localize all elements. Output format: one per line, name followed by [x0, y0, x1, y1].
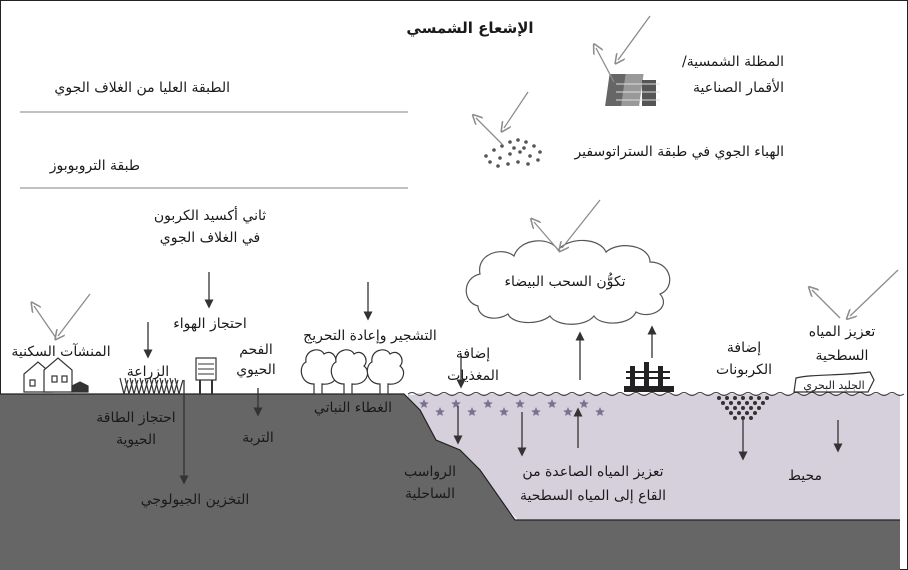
houses-icon: [24, 358, 88, 392]
surface-albedo-label-line2: السطحية: [815, 348, 869, 364]
trees-icon: [301, 350, 403, 394]
sunshade-label-line2: الأقمار الصناعية: [692, 80, 784, 96]
carbonate-dot: [721, 401, 725, 405]
aerosol-dot: [492, 148, 496, 152]
upwelling-label-line2: القاع إلى المياه السطحية: [519, 488, 666, 504]
carbonate-dot: [765, 396, 769, 400]
sea-ice-label: الجليد البحري: [803, 379, 865, 392]
coastal-sediment-label-line1: الرواسب: [403, 464, 456, 480]
nutrient-label-line2: المغذيات: [447, 368, 499, 384]
cloud-whitening-label: تكوُّن السحب البيضاء: [504, 274, 626, 290]
afforestation-label: التشجير وإعادة التحريج: [303, 328, 437, 344]
biochar-label-line1: الفحم: [239, 342, 273, 358]
aerosol-dot: [506, 162, 510, 166]
upper-atmosphere-label: الطبقة العليا من الغلاف الجوي: [54, 80, 230, 96]
aerosol-dots: [484, 138, 542, 168]
troposphere-label: طبقة التروبوبوز: [49, 158, 140, 174]
aerosol-dot: [488, 160, 492, 164]
surface-albedo-label-line1: تعزيز المياه: [808, 324, 876, 340]
stratospheric-aerosols-label: الهباء الجوي في طبقة الستراتوسفير: [574, 144, 784, 160]
carbonate-dot: [733, 396, 737, 400]
beccs-label-line1: احتجاز الطاقة: [96, 410, 176, 426]
carbonate-dot: [749, 406, 753, 410]
aerosol-dot: [532, 144, 536, 148]
aerosol-dot: [496, 164, 500, 168]
carbonate-dot: [725, 406, 729, 410]
carbonate-label-line2: الكربونات: [715, 362, 773, 378]
co2-label-line1: ثاني أكسيد الكربون: [153, 208, 267, 224]
aerosol-dot: [508, 140, 512, 144]
carbonate-dot: [733, 406, 737, 410]
ocean-platform-icon: [624, 362, 674, 392]
biochar-label-line2: الحيوي: [236, 362, 276, 378]
vegetation-label: الغطاء النباتي: [313, 400, 393, 416]
diagram-title: الإشعاع الشمسي: [406, 19, 534, 37]
beccs-label-line2: الحيوية: [115, 432, 157, 448]
ocean-label: محيط: [787, 468, 823, 484]
aerosol-dot: [526, 162, 530, 166]
carbonate-dot: [761, 401, 765, 405]
aerosol-dot: [522, 146, 526, 150]
carbonate-dot: [749, 396, 753, 400]
carbonate-dot: [753, 401, 757, 405]
settlements-label: المنشآت السكنية: [11, 344, 111, 360]
aerosol-dot: [498, 156, 502, 160]
soil-label: التربة: [242, 430, 274, 446]
upwelling-label-line1: تعزيز المياه الصاعدة من: [522, 464, 664, 480]
carbonate-label-line1: إضافة: [726, 340, 762, 356]
carbonate-dot: [733, 416, 737, 420]
bioenergy-plant-icon: [196, 358, 216, 394]
carbonate-dot: [757, 396, 761, 400]
carbonate-dot: [717, 396, 721, 400]
aerosol-dot: [484, 154, 488, 158]
coastal-sediment-label-line2: الساحلية: [405, 486, 455, 502]
agriculture-label: الزراعة: [126, 364, 170, 380]
carbonate-dot: [737, 411, 741, 415]
carbonate-dot: [737, 401, 741, 405]
air-capture-label: احتجاز الهواء: [173, 316, 247, 332]
aerosol-dot: [518, 150, 522, 154]
carbonate-dot: [757, 406, 761, 410]
nutrient-label-line1: إضافة: [455, 346, 491, 362]
carbonate-dot: [753, 411, 757, 415]
carbonate-dot: [749, 416, 753, 420]
aerosol-dot: [528, 154, 532, 158]
aerosol-dot: [516, 138, 520, 142]
aerosol-dot: [516, 160, 520, 164]
carbonate-dot: [729, 411, 733, 415]
carbonate-dot: [741, 416, 745, 420]
carbonate-dot: [745, 401, 749, 405]
satellite-icon: [605, 74, 660, 106]
carbonate-dot: [741, 396, 745, 400]
carbonate-dot: [729, 401, 733, 405]
carbonate-dot: [741, 406, 745, 410]
aerosol-dot: [500, 144, 504, 148]
carbonate-dot: [725, 396, 729, 400]
sunshade-label-line1: المظلة الشمسية/: [682, 54, 784, 70]
aerosol-dot: [524, 140, 528, 144]
aerosol-dot: [508, 152, 512, 156]
co2-label-line2: في الغلاف الجوي: [159, 230, 261, 246]
geological-storage-label: التخزين الجيولوجي: [140, 492, 250, 508]
aerosol-dot: [512, 146, 516, 150]
carbonate-dot: [745, 411, 749, 415]
